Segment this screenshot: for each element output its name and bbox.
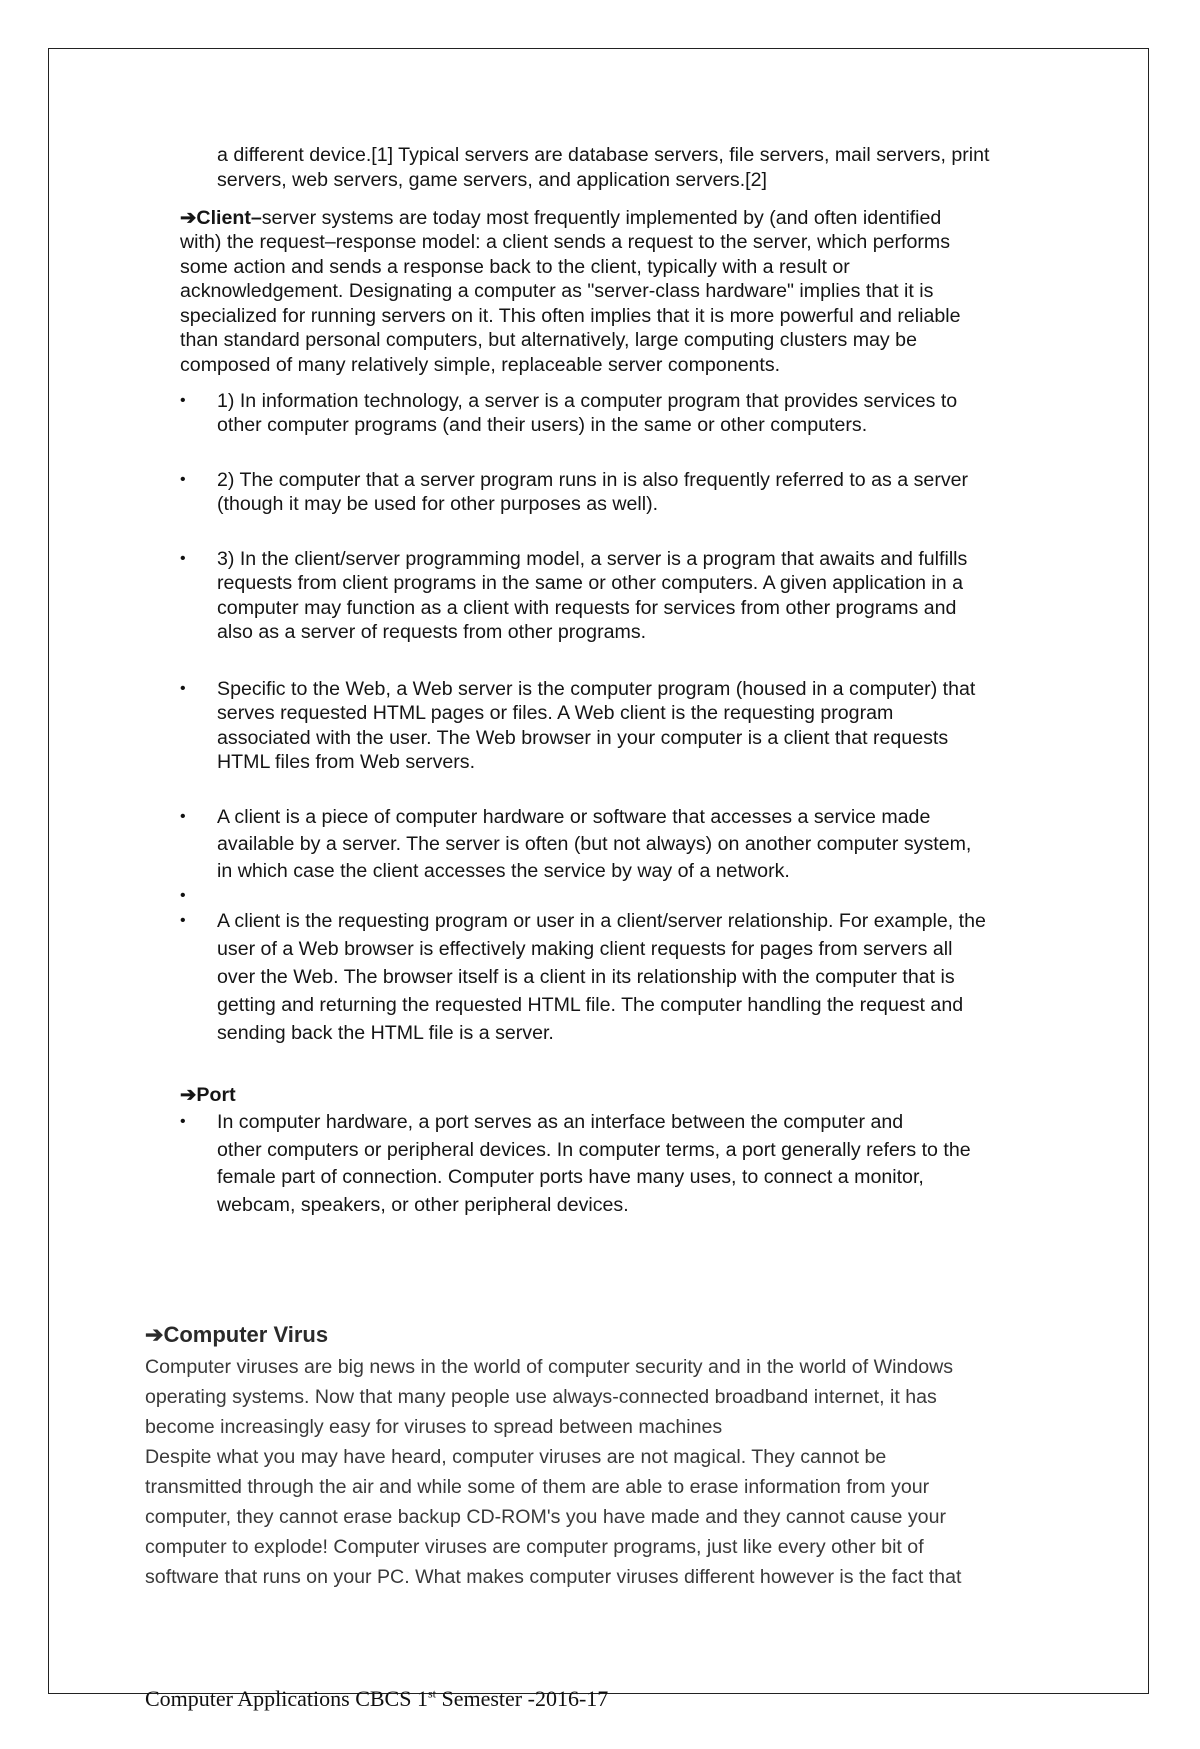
footer-suffix: Semester -2016-17 <box>435 1686 609 1711</box>
virus-heading-label: Computer Virus <box>163 1322 329 1347</box>
arrow-right-icon: ➔ <box>145 1322 164 1347</box>
list-item-line: sending back the HTML file is a server. <box>217 1022 554 1044</box>
port-heading <box>180 1083 236 1108</box>
bullet-icon: • <box>180 912 186 929</box>
list-item-line: available by a server. The server is often (but not always) on another computer system, <box>217 833 972 855</box>
bullet-icon: • <box>180 680 186 697</box>
list-item-line: serves requested HTML pages or files. A Web client is the requesting program <box>217 702 894 724</box>
virus-line: Despite what you may have heard, computer viruses are not magical. They cannot be <box>145 1446 887 1468</box>
list-item-line: Specific to the Web, a Web server is the computer program (housed in a computer) that <box>217 678 976 700</box>
client-server-lead: Client– <box>196 207 262 229</box>
list-item-line: getting and returning the requested HTML file. The computer handling the request and <box>217 994 964 1016</box>
port-line: female part of connection. Computer ports have many uses, to connect a monitor, <box>217 1166 924 1188</box>
list-item-line: associated with the user. The Web browser in your computer is a client that requests <box>217 727 949 749</box>
list-item-line: 3) In the client/server programming model, a server is a program that awaits and fulfills <box>217 548 968 570</box>
list-item-line: 1) In information technology, a server is a computer program that provides services to <box>217 390 958 412</box>
list-item-line: computer may function as a client with requests for services from other programs and <box>217 597 957 619</box>
bullet-icon: • <box>180 550 186 567</box>
virus-line: computer, they cannot erase backup CD-ROM's you have made and they cannot cause your <box>145 1506 946 1528</box>
list-item-line: over the Web. The browser itself is a client in its relationship with the computer that is <box>217 966 955 988</box>
list-item-line: requests from client programs in the same or other computers. A given application in a <box>217 572 964 594</box>
port-line: other computers or peripheral devices. In computer terms, a port generally refers to the <box>217 1139 971 1161</box>
virus-line: transmitted through the air and while some of them are able to erase information from your <box>145 1476 930 1498</box>
port-heading-label: Port <box>196 1084 236 1106</box>
footer-prefix: Computer Applications CBCS 1 <box>145 1686 428 1711</box>
client-server-line: than standard personal computers, but alternatively, large computing clusters may be <box>180 329 917 351</box>
virus-line: operating systems. Now that many people use always-connected broadband internet, it has <box>145 1386 937 1408</box>
client-server-line: with) the request–response model: a client sends a request to the server, which performs <box>180 231 950 253</box>
virus-line: computer to explode! Computer viruses are computer programs, just like every other bit of <box>145 1536 924 1558</box>
list-item-line: A client is a piece of computer hardware or software that accesses a service made <box>217 806 931 828</box>
list-item-line: HTML files from Web servers. <box>217 751 476 773</box>
virus-line: become increasingly easy for viruses to spread between machines <box>145 1416 723 1438</box>
list-item-line: in which case the client accesses the service by way of a network. <box>217 860 790 882</box>
list-item-line: also as a server of requests from other programs. <box>217 621 647 643</box>
virus-line: Computer viruses are big news in the world of computer security and in the world of Windows <box>145 1356 954 1378</box>
list-item-line: A client is the requesting program or user in a client/server relationship. For example, the <box>217 910 986 932</box>
client-server-line: some action and sends a response back to the client, typically with a result or <box>180 256 850 278</box>
client-server-text: server systems are today most frequently implemented by (and often identified <box>261 207 942 229</box>
arrow-right-icon: ➔ <box>180 207 197 229</box>
virus-line: software that runs on your PC. What makes computer viruses different however is the fact that <box>145 1566 962 1588</box>
client-server-line: specialized for running servers on it. This often implies that it is more powerful and reliable <box>180 305 961 327</box>
bullet-icon: • <box>180 808 186 825</box>
list-item-line: other computer programs (and their users) in the same or other computers. <box>217 414 868 436</box>
intro-line-2: servers, web servers, game servers, and application servers.[2] <box>217 169 767 191</box>
client-server-line-1 <box>180 206 941 231</box>
bullet-icon: • <box>180 887 186 904</box>
virus-heading <box>145 1322 328 1348</box>
port-line: webcam, speakers, or other peripheral devices. <box>217 1194 629 1216</box>
client-server-line: acknowledgement. Designating a computer as "server-class hardware" implies that it is <box>180 280 934 302</box>
bullet-icon: • <box>180 471 186 488</box>
arrow-right-icon: ➔ <box>180 1084 197 1106</box>
port-line: In computer hardware, a port serves as an interface between the computer and <box>217 1111 904 1133</box>
bullet-icon: • <box>180 392 186 409</box>
intro-line-1: a different device.[1] Typical servers are database servers, file servers, mail servers, print <box>217 144 990 166</box>
bullet-icon: • <box>180 1113 186 1130</box>
list-item-line: user of a Web browser is effectively making client requests for pages from servers all <box>217 938 953 960</box>
client-server-line: composed of many relatively simple, replaceable server components. <box>180 354 781 376</box>
footer-sup: st <box>427 1686 436 1701</box>
list-item-line: (though it may be used for other purposes as well). <box>217 493 659 515</box>
list-item-line: 2) The computer that a server program runs in is also frequently referred to as a server <box>217 469 969 491</box>
page-footer <box>145 1686 608 1712</box>
